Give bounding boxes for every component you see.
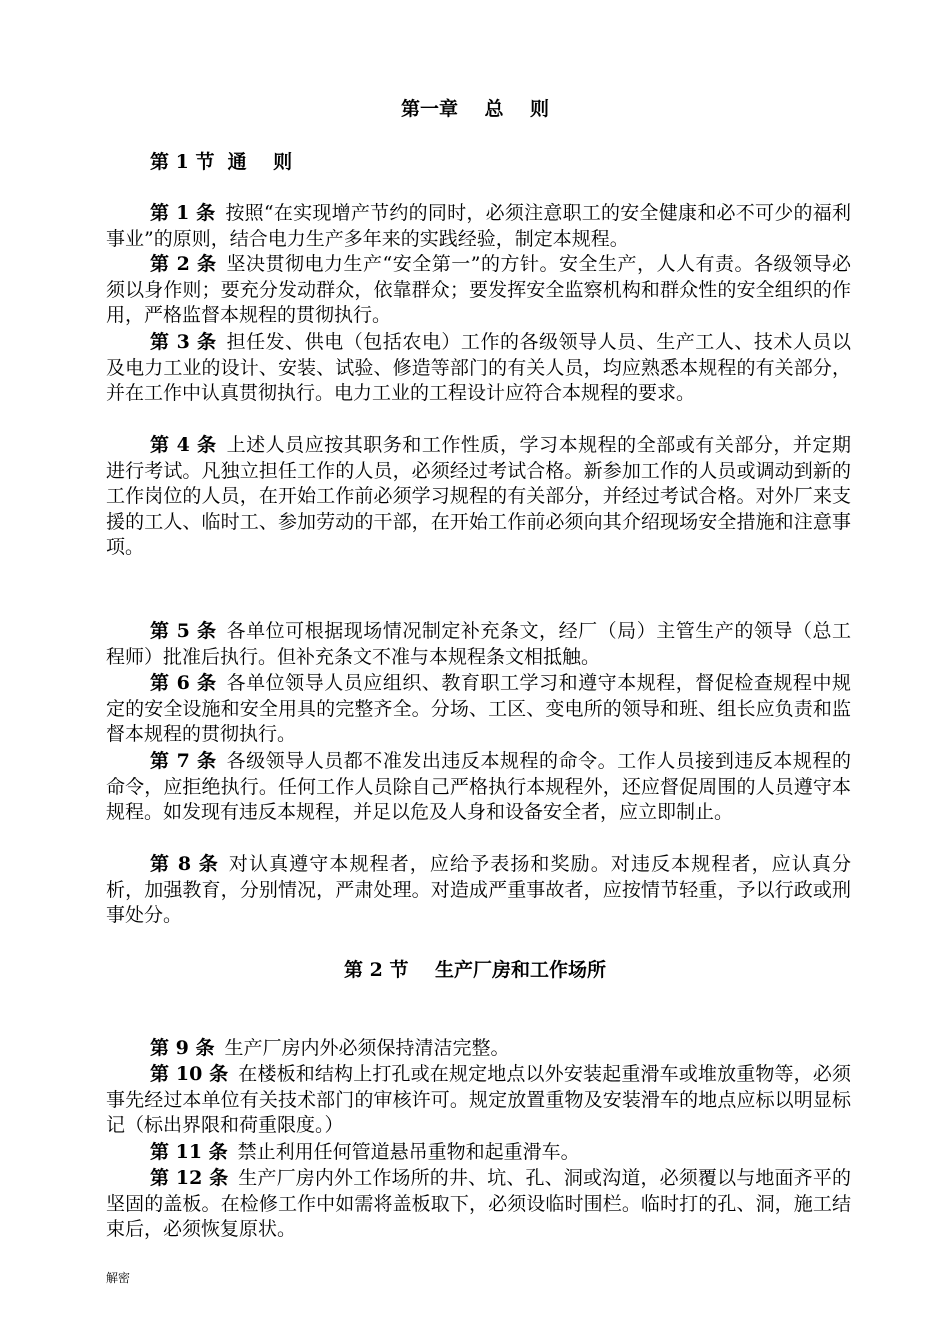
- article-text: 担任发、供电（包括农电）工作的各级领导人员、生产工人、技术人员以及电力工业的设计、安装、试验、修造等部门的有关人员，均应熟悉本规程的有关部分，并在工作中认真贯彻执行。电力工业的工程设计应符合本规程的要求。: [106, 331, 851, 405]
- article-1: [106, 201, 851, 252]
- article-3: [106, 330, 851, 407]
- section-heading-1: 第 1 节 通 则: [150, 151, 293, 173]
- article-text: 各单位领导人员应组织、教育职工学习和遵守本规程，督促检查规程中规定的安全设施和安全用具的完整齐全。分场、工区、变电所的领导和班、组长应负责和监督本规程的贯彻执行。: [106, 672, 851, 746]
- article-6: [106, 671, 851, 748]
- chapter-title: 第一章 总 则: [401, 98, 549, 120]
- article-number: 第 1 条: [150, 202, 216, 224]
- article-text: 禁止利用任何管道悬吊重物和起重滑车。: [237, 1141, 580, 1163]
- article-number: 第 2 条: [150, 253, 217, 275]
- article-8: [106, 852, 851, 929]
- article-text: 生产厂房内外工作场所的井、坑、孔、洞或沟道，必须覆以与地面齐平的坚固的盖板。在检修工作中如需将盖板取下，必须设临时围栏。临时打的孔、洞，施工结束后，必须恢复原状。: [106, 1167, 851, 1241]
- article-text: 各单位可根据现场情况制定补充条文，经厂（局）主管生产的领导（总工程师）批准后执行。但补充条文不准与本规程条文相抵触。: [106, 620, 851, 668]
- article-number: 第 11 条: [150, 1141, 228, 1163]
- article-text: 在楼板和结构上打孔或在规定地点以外安装起重滑车或堆放重物等，必须事先经过本单位有关技术部门的审核许可。规定放置重物及安装滑车的地点应标以明显标记（标出界限和荷重限度。）: [106, 1063, 851, 1137]
- article-9: [106, 1036, 851, 1062]
- footer-classification: 解密: [106, 1271, 131, 1285]
- section-heading-2: 第 2 节 生产厂房和工作场所: [344, 959, 606, 981]
- article-text: 上述人员应按其职务和工作性质，学习本规程的全部或有关部分，并定期进行考试。凡独立担任工作的人员，必须经过考试合格。新参加工作的人员或调动到新的工作岗位的人员，在开始工作前必须学习规程的有关部分，并经过考试合格。对外厂来支援的工人、临时工、参加劳动的干部，在开始工作前必须向其介绍现场安全措施和注意事项。: [106, 434, 851, 559]
- article-5: [106, 619, 851, 670]
- article-text: 各级领导人员都不准发出违反本规程的命令。工作人员接到违反本规程的命令，应拒绝执行。任何工作人员除自己严格执行本规程外，还应督促周围的人员遵守本规程。如发现有违反本规程，并足以危及人身和设备安全者，应立即制止。: [106, 750, 851, 824]
- article-number: 第 9 条: [150, 1037, 215, 1059]
- article-number: 第 7 条: [150, 750, 217, 772]
- article-number: 第 6 条: [150, 672, 217, 694]
- article-text: 坚决贯彻电力生产“安全第一”的方针。安全生产，人人有责。各级领导必须以身作则；要充分发动群众，依靠群众；要发挥安全监察机构和群众性的安全组织的作用，严格监督本规程的贯彻执行。: [106, 253, 851, 327]
- article-2: [106, 252, 851, 329]
- article-4: [106, 433, 851, 561]
- article-number: 第 4 条: [150, 434, 217, 456]
- article-text: 生产厂房内外必须保持清洁完整。: [224, 1037, 510, 1059]
- article-number: 第 8 条: [150, 853, 219, 875]
- article-12: [106, 1166, 851, 1243]
- article-number: 第 12 条: [150, 1167, 229, 1189]
- article-11: [106, 1140, 851, 1166]
- article-number: 第 5 条: [150, 620, 217, 642]
- article-number: 第 10 条: [150, 1063, 229, 1085]
- article-number: 第 3 条: [150, 331, 217, 353]
- article-7: [106, 749, 851, 826]
- article-10: [106, 1062, 851, 1139]
- article-text: 按照“在实现增产节约的同时，必须注意职工的安全健康和必不可少的福利事业”的原则，结合电力生产多年来的实践经验，制定本规程。: [106, 202, 852, 250]
- article-text: 对认真遵守本规程者，应给予表扬和奖励。对违反本规程者，应认真分析，加强教育，分别情况，严肃处理。对造成严重事故者，应按情节轻重，予以行政或刑事处分。: [106, 853, 851, 927]
